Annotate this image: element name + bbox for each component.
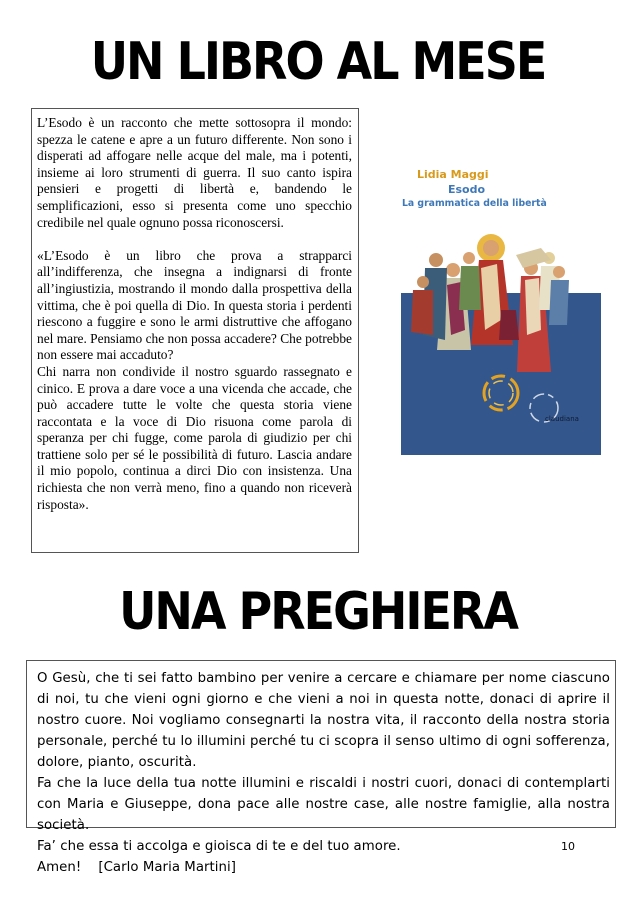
page-number: 10 [561,840,575,853]
cover-publisher: claudiana [545,415,579,423]
prayer-paragraph-2: Fa che la luce della tua notte illumini e riscaldi i nostri cuori, donaci di contemplarti con Maria e Giuseppe, dona pace alle nostre case, alle nostre famiglie, alla nostra società. [37,776,610,833]
book-section-heading: UN LIBRO AL MESE [90,30,546,92]
cover-author: Lidia Maggi [417,168,489,181]
prayer-signature: Amen! [Carlo Maria Martini] [37,860,236,875]
prayer-paragraph-3: Fa’ che essa ti accolga e gioisca di te e del tuo amore. [37,839,401,854]
book-cover-image [401,160,601,455]
prayer-paragraph-1: O Gesù, che ti sei fatto bambino per venire a cercare e chiamare per nome ciascuno di noi, tu che vieni ogni giorno e che vieni a noi in questa notte, donaci di aprire il nostro cuore. Noi vogliamo consegnarti la nostra vita, il racconto della nostra storia personale, perché tu lo illumini perché tu ci scopra il senso ultimo di ogni sofferenza, dolore, pianto, oscurità. [37,671,610,770]
book-description-box [31,108,359,553]
cover-title: Esodo [448,183,486,196]
prayer-section-heading: UNA PREGHIERA [119,580,517,642]
book-paragraph-1: L’Esodo è un racconto che mette sottosopra il mondo: spezza le catene e apre a un futuro differente. Non sono i disperati ad affogare nelle acque del male, ma i potenti, insieme ai loro strumenti di guerra. Il suo canto ispira pensieri e progetti di libertà e, bandendo le semplificazioni, esso si presenta come uno specchio credibile nel quale ognuno possa riconoscersi. [37,115,352,230]
book-paragraph-2: «L’Esodo è un libro che prova a strapparci all’indifferenza, che insegna a indignarsi di fronte all’ingiustizia, mostrando il mondo dalla prospettiva della vittima, che è poi quella di Dio. In questa storia i perdenti riescono a fuggire e sono le armi distruttive che affogano nel mare. Pensiamo che non possa accadere? Che potrebbe non essere mai accaduto? [37,247,352,363]
book-paragraph-3: Chi narra non condivide il nostro sguardo rassegnato e cinico. E prova a dare voce a una vicenda che accade, che può accadere tutte le volte che questa storia viene raccontata e la voce di Dio risuona come parola di speranza per chi fugge, come parola di giudizio per chi trattiene solo per sé le possibilità di futuro. Lascia andare il mio popolo, continua a dirci Dio con insistenza. Una richiesta che non verrà meno, fino a quando non riceverà risposta». [37,363,352,512]
cover-subtitle: La grammatica della libertà [402,198,547,209]
